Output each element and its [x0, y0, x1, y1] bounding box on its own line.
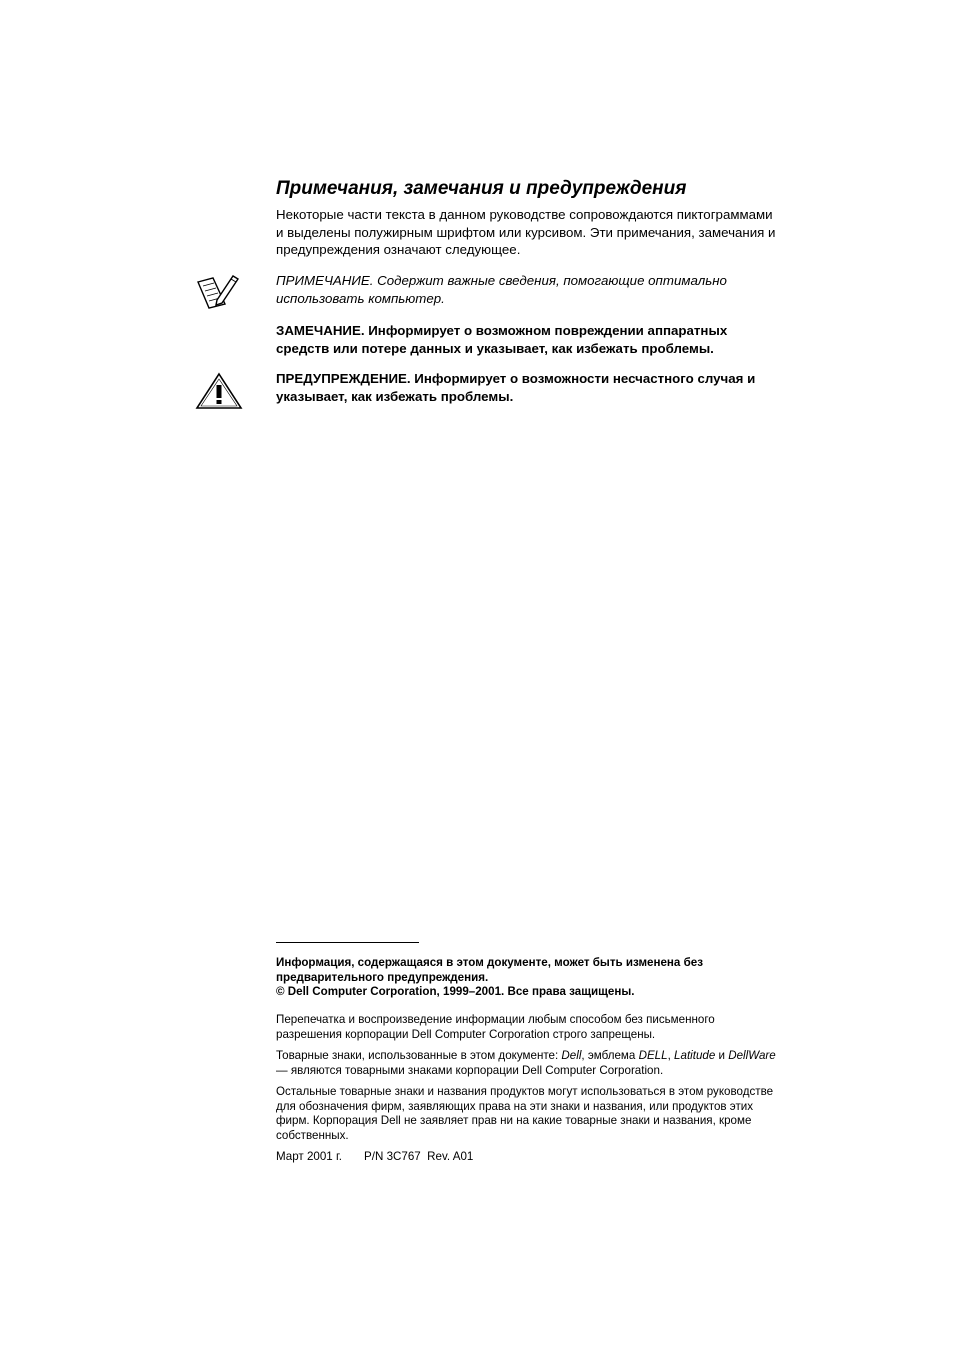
caution-line: ПРЕДУПРЕЖДЕНИЕ. Информирует о возможности несчастного случая и [276, 371, 756, 386]
notice-line: средств или потере данных и указывает, как избежать проблемы. [276, 340, 714, 356]
page-title: Примечания, замечания и предупреждения [276, 178, 687, 199]
other-line: для обозначения фирм, заявляющих права на эти знаки и названия, или продуктов этих [276, 1099, 754, 1113]
note-line: использовать компьютер. [276, 290, 445, 306]
other-line: фирм. Корпорация Dell не заявляет прав ни на какие товарные знаки и названия, кроме [276, 1114, 752, 1128]
trademark-dell-logo: DELL [638, 1049, 668, 1062]
intro-line: предупреждения означают следующее. [276, 242, 521, 257]
note-line: ПРИМЕЧАНИЕ. Содержит важные сведения, помогающие оптимально [276, 273, 727, 288]
notice-line: ЗАМЕЧАНИЕ. Информирует о возможном повреждении аппаратных [276, 323, 728, 338]
footer-bold-line: Информация, содержащаяся в этом документе, может быть изменена без [276, 956, 703, 969]
edition-line [276, 1150, 826, 1165]
caution-block [276, 370, 826, 405]
trademark-dellware: DellWare [728, 1049, 776, 1062]
footer-divider [276, 942, 419, 943]
trademarks-prefix: Товарные знаки, использованные в этом документе: [276, 1049, 562, 1062]
footer-bold-block [276, 956, 826, 1000]
edition-date: Март 2001 г. [276, 1150, 343, 1163]
edition-text [276, 1150, 826, 1165]
reprint-line: Перепечатка и воспроизведение информации любым способом без письменного [276, 1013, 715, 1026]
trademark-dell: Dell [561, 1049, 582, 1062]
trademarks-sep: и [715, 1049, 729, 1062]
note-block [276, 272, 826, 307]
intro-line: Некоторые части текста в данном руководстве сопровождаются пиктограммами [276, 207, 773, 222]
trademark-latitude: Latitude [674, 1049, 716, 1062]
trademarks-sep: , эмблема [581, 1049, 639, 1062]
intro-paragraph [276, 206, 826, 259]
footer-bold-line: предварительного предупреждения. [276, 970, 489, 984]
caution-triangle-icon [194, 370, 244, 410]
footer-bold-line: © Dell Computer Corporation, 1999–2001. Все права защищены. [276, 985, 635, 999]
note-pencil-icon [195, 270, 245, 310]
trademarks-line: — являются товарными знаками корпорации Dell Computer Corporation. [276, 1063, 664, 1077]
trademarks-block [276, 1049, 826, 1078]
notice-block [276, 322, 826, 357]
reprint-line: разрешения корпорации Dell Computer Corporation строго запрещены. [276, 1027, 656, 1041]
caution-line: указывает, как избежать проблемы. [276, 388, 514, 404]
part-number: P/N 3C767 Rev. A01 [364, 1150, 474, 1163]
other-line: Остальные товарные знаки и названия продуктов могут использоваться в этом руководстве [276, 1085, 774, 1098]
trademarks-sep: , [667, 1049, 675, 1062]
other-trademarks-block [276, 1085, 826, 1143]
reprint-block [276, 1013, 826, 1042]
intro-line: и выделены полужирным шрифтом или курсивом. Эти примечания, замечания и [276, 224, 776, 240]
trademarks-line [276, 1049, 826, 1064]
other-line: собственных. [276, 1128, 349, 1142]
